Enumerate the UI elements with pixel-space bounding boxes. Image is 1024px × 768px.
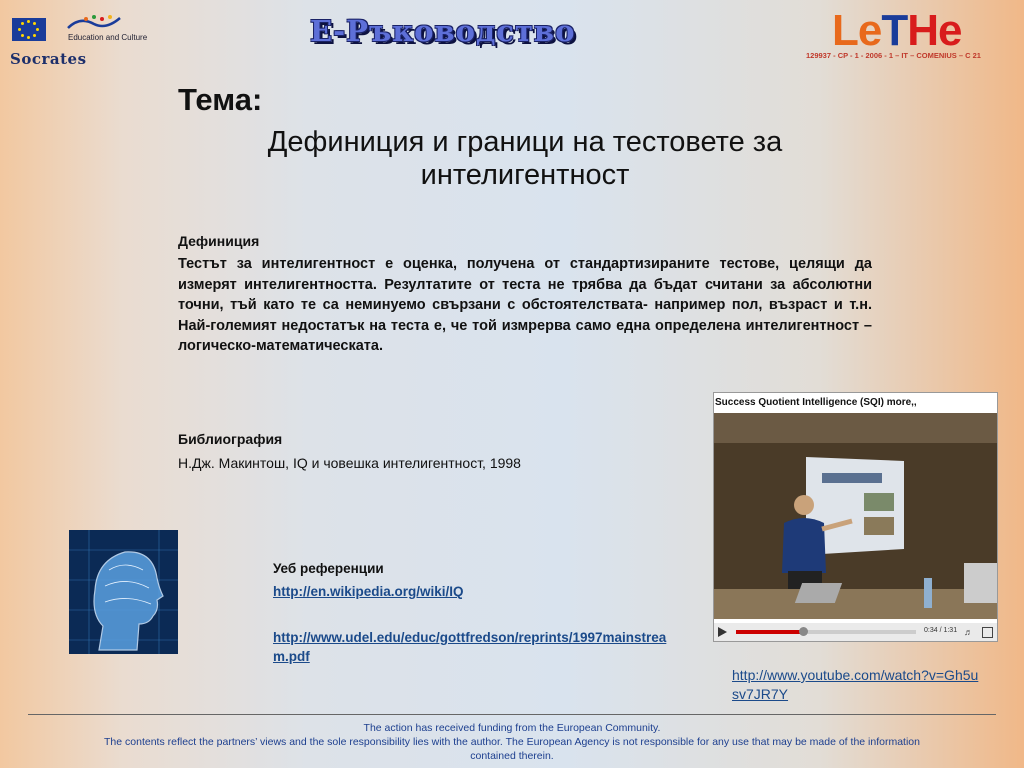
web-references-heading: Уеб референции — [273, 561, 384, 576]
topic-title: Дефиниция и граници на тестовете за интелигентност — [267, 126, 783, 191]
footer-line-2: The contents reflect the partners’ views and the sole responsibility lies with the author. The European Agency is not responsible for any use that may be made of the information contained therein. — [104, 736, 920, 762]
volume-icon[interactable]: ♬ — [964, 627, 973, 637]
video-seek-handle[interactable] — [799, 627, 808, 636]
video-player[interactable] — [713, 392, 998, 642]
video-title: Success Quotient Intelligence (SQI) more,, — [715, 397, 917, 408]
lethe-logo-part3: He — [907, 6, 962, 55]
eu-flag-logo — [12, 18, 46, 41]
video-frame[interactable] — [714, 413, 997, 619]
video-controls — [714, 623, 997, 641]
fullscreen-icon[interactable] — [982, 627, 993, 638]
video-time: 0:34 / 1:31 — [924, 627, 958, 634]
education-culture-label: Education and Culture — [68, 33, 148, 42]
footer-divider — [28, 714, 996, 715]
banner-title: Е-Ръководство — [310, 14, 576, 48]
digital-head-image — [69, 530, 178, 654]
bibliography-heading: Библиография — [178, 431, 283, 447]
lethe-logo-part2: T — [881, 6, 908, 55]
bibliography-text: Н.Дж. Макинтош, IQ и човешка интелигентност, 1998 — [178, 455, 521, 471]
footer-line-1: The action has received funding from the European Community. — [363, 722, 661, 734]
udel-pdf-link[interactable]: http://www.udel.edu/educ/gottfredson/reprints/1997mainstream.pdf — [273, 630, 667, 664]
definition-text: Тестът за интелигентност е оценка, получена от стандартизираните тестове, целящи да измерят интелигентността. Резултатите от теста не трябва да бъдат считани за абсолютни точни, тъй като те са неминуемо свързани с обстоятелствата- например пол, възраст и т.н. Най-големият недостатък на теста е, че той измрерва само една определена интелигентност – логическо-математическата. — [178, 256, 872, 354]
project-code: 129937 - CP - 1 - 2006 - 1 – IT – COMENIUS – C 21 — [806, 51, 981, 60]
lethe-logo — [832, 6, 962, 56]
lethe-logo-part1: Le — [832, 6, 882, 55]
wikipedia-iq-link[interactable]: http://en.wikipedia.org/wiki/IQ — [273, 584, 464, 599]
topic-label: Тема: — [178, 82, 263, 117]
youtube-link[interactable]: http://www.youtube.com/watch?v=Gh5usv7JR7Y — [732, 667, 979, 702]
video-progress — [736, 630, 803, 634]
video-seek-bar[interactable] — [736, 630, 916, 634]
funding-footer — [100, 721, 924, 763]
play-icon[interactable] — [718, 627, 727, 637]
education-culture-logo — [66, 14, 122, 32]
definition-heading: Дефиниция — [178, 233, 260, 249]
socrates-label: Socrates — [10, 50, 87, 68]
